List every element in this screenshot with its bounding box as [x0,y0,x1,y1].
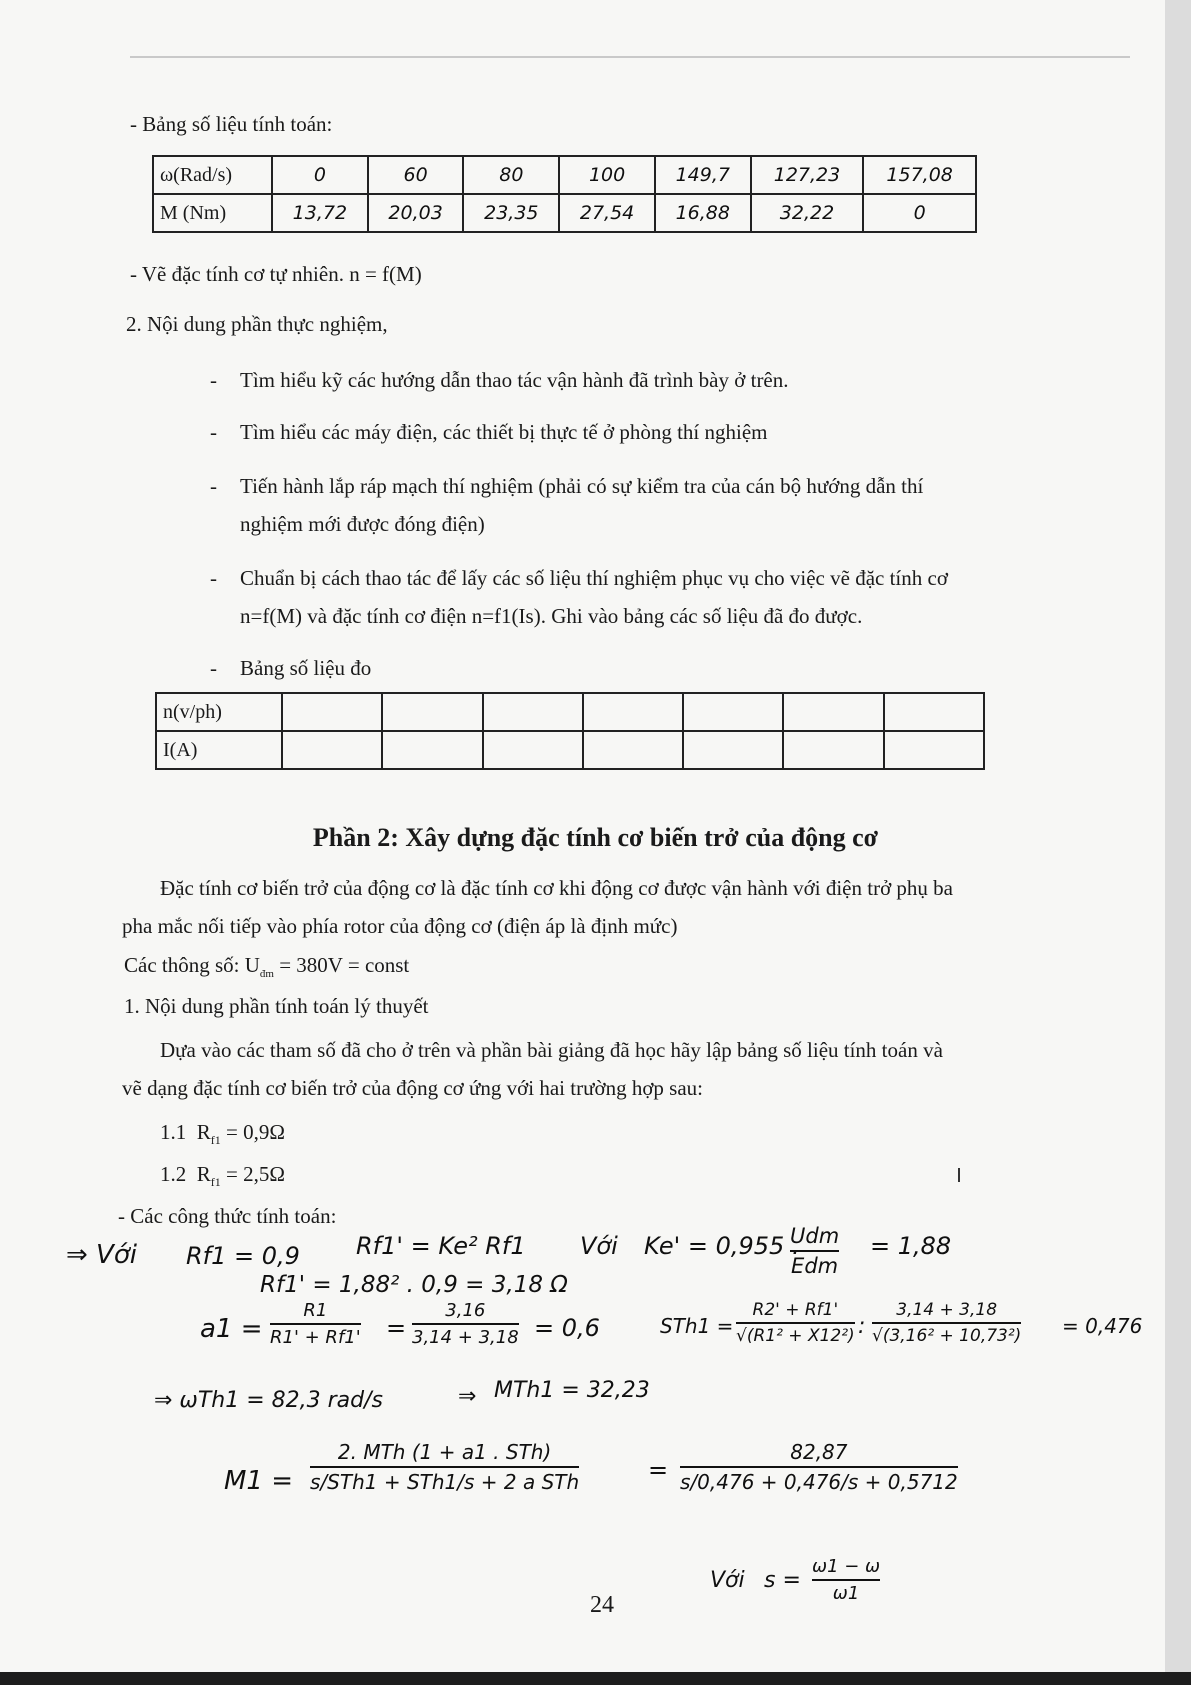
table-cell: 127,23 [751,156,864,194]
bullet-dash: - [210,420,217,444]
row-label-current: I(A) [156,731,282,769]
handwriting-a1-fraction [270,1300,361,1348]
fraction-denominator: √(R1² + X12²) [736,1326,855,1346]
params-line [124,953,409,980]
case-symbol: R [196,1120,211,1144]
case-subscript: f1 [210,1133,221,1148]
bullet-dash: - [210,368,217,392]
table-row [156,731,984,769]
case-number: 1.2 [160,1162,187,1186]
table-cell: 80 [463,156,559,194]
table-cell: 60 [368,156,464,194]
stray-mark [958,1168,960,1182]
row-label-torque: M (Nm) [153,194,272,232]
table-cell[interactable] [382,693,482,731]
case-line [160,1162,285,1190]
table-cell[interactable] [683,731,783,769]
table-cell: 100 [559,156,655,194]
part2-heading: Phần 2: Xây dựng đặc tính cơ biến trở của động cơ [312,823,879,852]
fraction-bar [270,1323,361,1325]
handwriting-voi: Với [580,1232,618,1260]
measure-table [155,692,985,770]
handwriting-s: s = [764,1568,801,1593]
table-cell[interactable] [683,693,783,731]
handwriting-arrow: ⇒ [458,1384,477,1409]
fraction-bar [412,1323,519,1325]
bullet-dash: - [210,566,217,590]
fraction-numerator: 3,16 [445,1300,486,1321]
table-cell: 13,72 [272,194,368,232]
table-cell[interactable] [783,693,883,731]
fraction-numerator: 2. MTh (1 + a1 . STh) [337,1440,552,1464]
handwriting-m1-eq: = [648,1456,669,1484]
handwriting-voi-mark: ⇒ Với [66,1240,137,1270]
table-cell: 16,88 [655,194,751,232]
case-value: = 0,9Ω [220,1120,285,1144]
theory-line: vẽ dạng đặc tính cơ biến trở của động cơ ứng với hai trường hợp sau: [122,1076,704,1100]
bullet-dash: - [210,656,217,680]
params-prefix: Các thông số: U [124,953,260,977]
handwriting-voi-s: Với [710,1568,745,1593]
table-cell[interactable] [382,731,482,769]
params-suffix: = 380V = const [273,953,410,977]
theory-line: Dựa vào các tham số đã cho ở trên và phần bài giảng đã học hãy lập bảng số liệu tính toán và [160,1038,943,1062]
table-cell: 20,03 [368,194,464,232]
fraction-bar [812,1579,880,1581]
table-caption: - Bảng số liệu tính toán: [130,112,333,136]
bottom-bar [0,1672,1191,1685]
table-cell[interactable] [282,693,382,731]
bullet-text: Bảng số liệu đo [240,656,372,680]
table-row [156,693,984,731]
handwriting-a1-eq: = [386,1314,407,1342]
fraction-denominator: 3,14 + 3,18 [412,1327,519,1348]
bullet-text: Tìm hiểu các máy điện, các thiết bị thực tế ở phòng thí nghiệm [240,420,768,444]
table-cell: 23,35 [463,194,559,232]
case-line [160,1120,285,1148]
table-cell[interactable] [282,731,382,769]
case-subscript: f1 [210,1175,221,1190]
section-title: 2. Nội dung phần thực nghiệm, [126,312,388,336]
fraction-numerator: ω1 − ω [812,1556,881,1577]
fraction-numerator: 3,14 + 3,18 [896,1300,998,1320]
formula-title: - Các công thức tính toán: [118,1204,337,1228]
table-cell[interactable] [884,731,984,769]
case-number: 1.1 [160,1120,187,1144]
table-cell[interactable] [884,693,984,731]
page-number: 24 [590,1592,614,1618]
handwriting-ke: Ke' = 0,955 . [644,1232,800,1260]
draw-instruction: - Vẽ đặc tính cơ tự nhiên. n = f(M) [130,262,422,286]
table-cell: 149,7 [655,156,751,194]
handwriting-mth: MTh1 = 32,23 [494,1378,650,1403]
bullet-text: Tìm hiểu kỹ các hướng dẫn thao tác vận hành đã trình bày ở trên. [240,368,789,392]
handwriting-sth-fraction [736,1300,855,1346]
table-cell: 32,22 [751,194,864,232]
table-row [153,194,976,232]
handwriting-sth: STh1 = [660,1314,734,1338]
bullet-dash: - [210,474,217,498]
intro-line: Đặc tính cơ biến trở của động cơ là đặc tính cơ khi động cơ được vận hành với điện trở phụ ba [160,876,954,900]
handwriting-ke-value: = 1,88 [870,1232,952,1260]
fraction-numerator: Udm [790,1224,840,1248]
fraction-numerator: R2' + Rf1' [752,1300,839,1320]
handwriting-rf1p-calc: Rf1' = 1,88² . 0,9 = 3,18 Ω [260,1272,568,1298]
table-cell: 0 [863,194,976,232]
case-symbol: R [196,1162,211,1186]
intro-line: pha mắc nối tiếp vào phía rotor của động cơ (điện áp là định mức) [122,914,678,938]
bullet-text: Tiến hành lắp ráp mạch thí nghiệm (phải có sự kiểm tra của cán bộ hướng dẫn thí [240,474,924,498]
fraction-bar [790,1250,839,1252]
table-cell[interactable] [483,731,583,769]
handwriting-colon: : [858,1314,866,1339]
theory-title: 1. Nội dung phần tính toán lý thuyết [124,994,429,1018]
bullet-text: Chuẩn bị cách thao tác để lấy các số liệu thí nghiệm phục vụ cho việc vẽ đặc tính cơ [240,566,948,590]
handwriting-a1-fraction-2 [412,1300,519,1348]
row-label-omega: ω(Rad/s) [153,156,272,194]
fraction-denominator: √(3,16² + 10,73²) [872,1326,1022,1346]
handwriting-m1-fraction-2 [680,1440,958,1494]
fraction-bar [872,1322,1021,1324]
table-cell[interactable] [783,731,883,769]
table-cell[interactable] [583,731,683,769]
fraction-denominator: Edm [791,1254,839,1278]
fraction-denominator: s/0,476 + 0,476/s + 0,5712 [680,1470,958,1494]
handwriting-s-fraction [812,1556,880,1604]
calc-table [152,155,977,233]
table-row [153,156,976,194]
case-value: = 2,5Ω [220,1162,285,1186]
fraction-numerator: 82,87 [790,1440,848,1464]
handwriting-rf1p: Rf1' = Ke² Rf1 [356,1232,526,1260]
handwriting-wth: ⇒ ωTh1 = 82,3 rad/s [154,1388,383,1413]
handwriting-rf1: Rf1 = 0,9 [186,1242,300,1270]
fraction-bar [736,1322,855,1324]
handwriting-m1: M1 = [224,1466,294,1496]
fraction-denominator: ω1 [832,1583,860,1604]
fraction-bar [310,1466,579,1468]
handwriting-a1: a1 = [200,1314,263,1344]
table-cell[interactable] [583,693,683,731]
handwriting-m1-fraction [310,1440,579,1494]
fraction-denominator: R1' + Rf1' [270,1327,361,1348]
table-cell: 27,54 [559,194,655,232]
table-cell: 157,08 [863,156,976,194]
row-label-speed: n(v/ph) [156,693,282,731]
fraction-bar [680,1466,958,1468]
fraction-numerator: R1 [303,1300,328,1321]
handwriting-sth-fraction-2 [872,1300,1021,1346]
table-cell: 0 [272,156,368,194]
table-cell[interactable] [483,693,583,731]
handwriting-ke-fraction [790,1224,839,1278]
top-rule [130,56,1130,58]
bullet-text: n=f(M) và đặc tính cơ điện n=f1(Is). Ghi vào bảng các số liệu đã đo được. [240,604,863,628]
params-subscript: đm [259,968,274,981]
bullet-text: nghiệm mới được đóng điện) [240,512,485,536]
fraction-denominator: s/STh1 + STh1/s + 2 a STh [310,1470,580,1494]
handwriting-sth-value: = 0,476 [1062,1314,1143,1338]
handwriting-a1-value: = 0,6 [534,1314,600,1342]
